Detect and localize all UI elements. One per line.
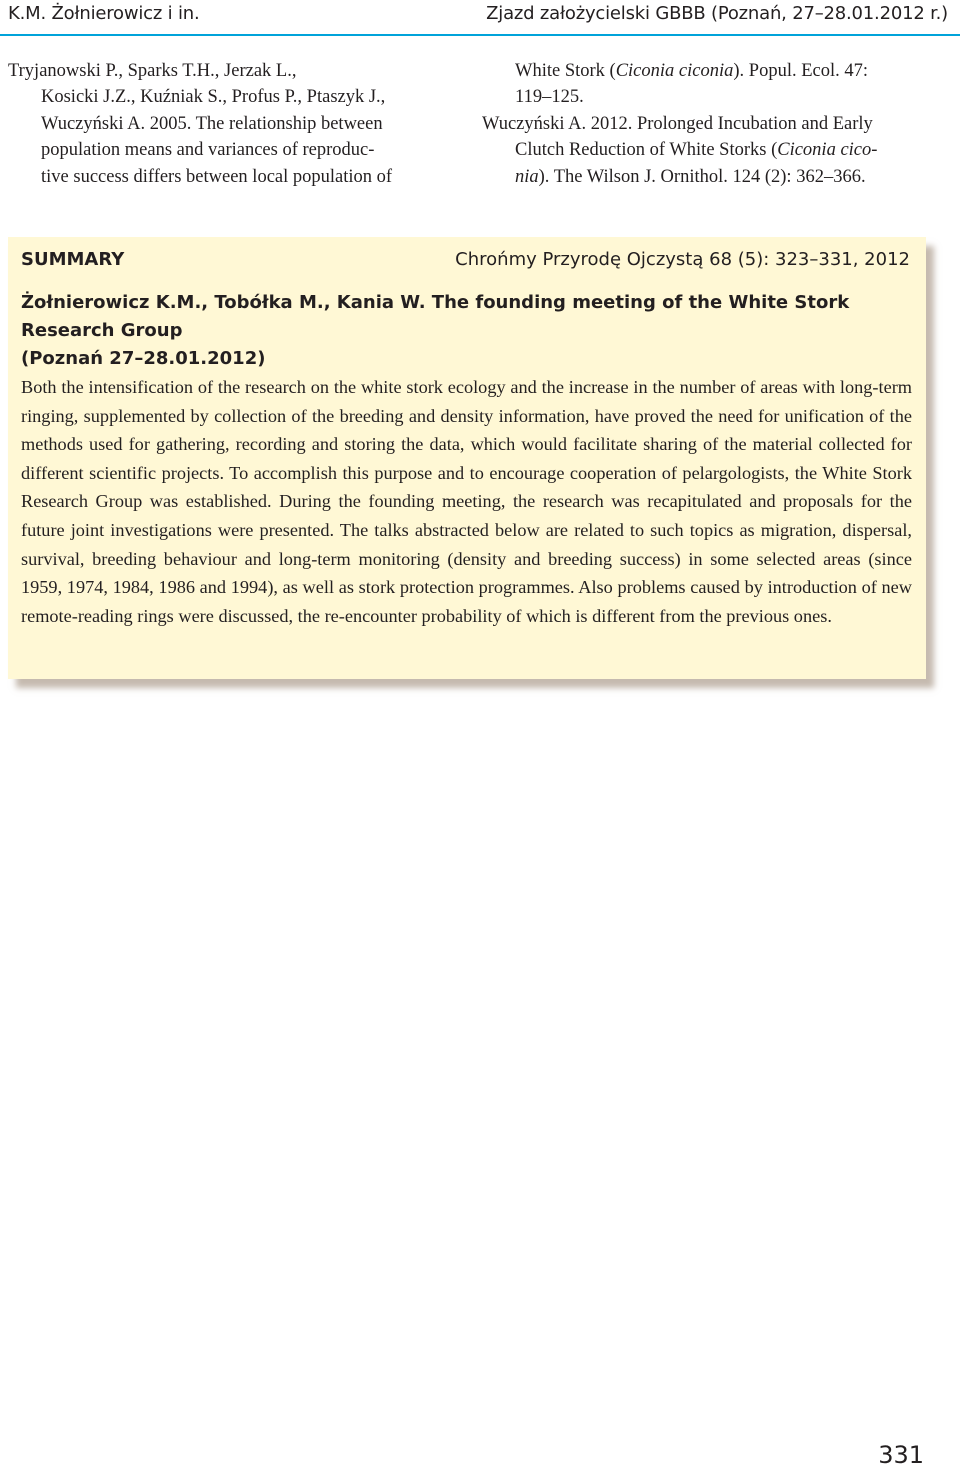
reference-line: population means and variances of reproduc- (41, 140, 375, 161)
reference-tryjanowski (8, 58, 454, 190)
running-header-authors: K.M. Żołnierowicz i in. (8, 3, 200, 24)
summary-title-line: Żołnierowicz K.M., Tobółka M., Kania W. The founding meeting of the White Stork Research Group (21, 292, 850, 341)
reference-text: ). The Wilson J. Ornithol. 124 (2): 362–366. (538, 166, 866, 187)
running-header-conference: Zjazd założycielski GBBB (Poznań, 27–28.01.2012 r.) (486, 3, 948, 24)
reference-text: ). Popul. Ecol. 47: (733, 61, 869, 81)
reference-line: Wuczyński A. 2005. The relationship between (41, 113, 383, 134)
reference-line: Tryjanowski P., Sparks T.H., Jerzak L., (8, 61, 297, 81)
reference-continuation (482, 58, 928, 84)
reference-line (482, 137, 928, 163)
summary-label: SUMMARY (21, 249, 125, 270)
summary-box (8, 237, 926, 679)
reference-text: Clutch Reduction of White Storks ( (515, 140, 778, 161)
species-name: Ciconia cico- (777, 140, 878, 161)
summary-title (21, 289, 921, 373)
summary-journal-citation: Chrońmy Przyrodę Ojczystą 68 (5): 323–331, 2012 (455, 249, 910, 270)
header-divider (0, 34, 960, 36)
species-name: nia (515, 166, 539, 187)
summary-title-line: (Poznań 27–28.01.2012) (21, 348, 266, 369)
species-name: Ciconia ciconia (615, 61, 734, 81)
reference-pages: 119–125. (515, 87, 584, 108)
reference-text: White Stork ( (515, 61, 616, 81)
reference-line (482, 164, 928, 190)
page-number: 331 (878, 1441, 924, 1469)
summary-abstract: Both the intensification of the research on the white stork ecology and the increase in the number of areas with long-term ringing, supplemented by collection of the breeding and density information, have proved the need for unification of the methods used for gathering, recording and storing the data, which would facilitate sharing of the material collected for different scientific projects. To accomplish this purpose and to encourage cooperation of pelargologists, the White Stork Research Group was established. During the founding meeting, the research was recapitulated and proposals for the future joint investigations were presented. The talks abstracted below are related to such topics as migration, dispersal, survival, breeding behaviour and long-term monitoring (density and breeding success) in some selected areas (since 1959, 1974, 1984, 1986 and 1994), as well as stork protection programmes. Also problems caused by introduction of new remote-reading rings were discussed, the re-encounter probability of which is different from the previous ones. (21, 377, 912, 626)
reference-line: Kosicki J.Z., Kuźniak S., Profus P., Ptaszyk J., (41, 87, 386, 108)
reference-line: Wuczyński A. 2012. Prolonged Incubation and Early (482, 113, 873, 134)
references-left-column (8, 58, 454, 190)
reference-line: tive success differs between local population of (41, 166, 393, 187)
reference-wuczynski (482, 111, 928, 190)
references-right-column (482, 58, 928, 190)
